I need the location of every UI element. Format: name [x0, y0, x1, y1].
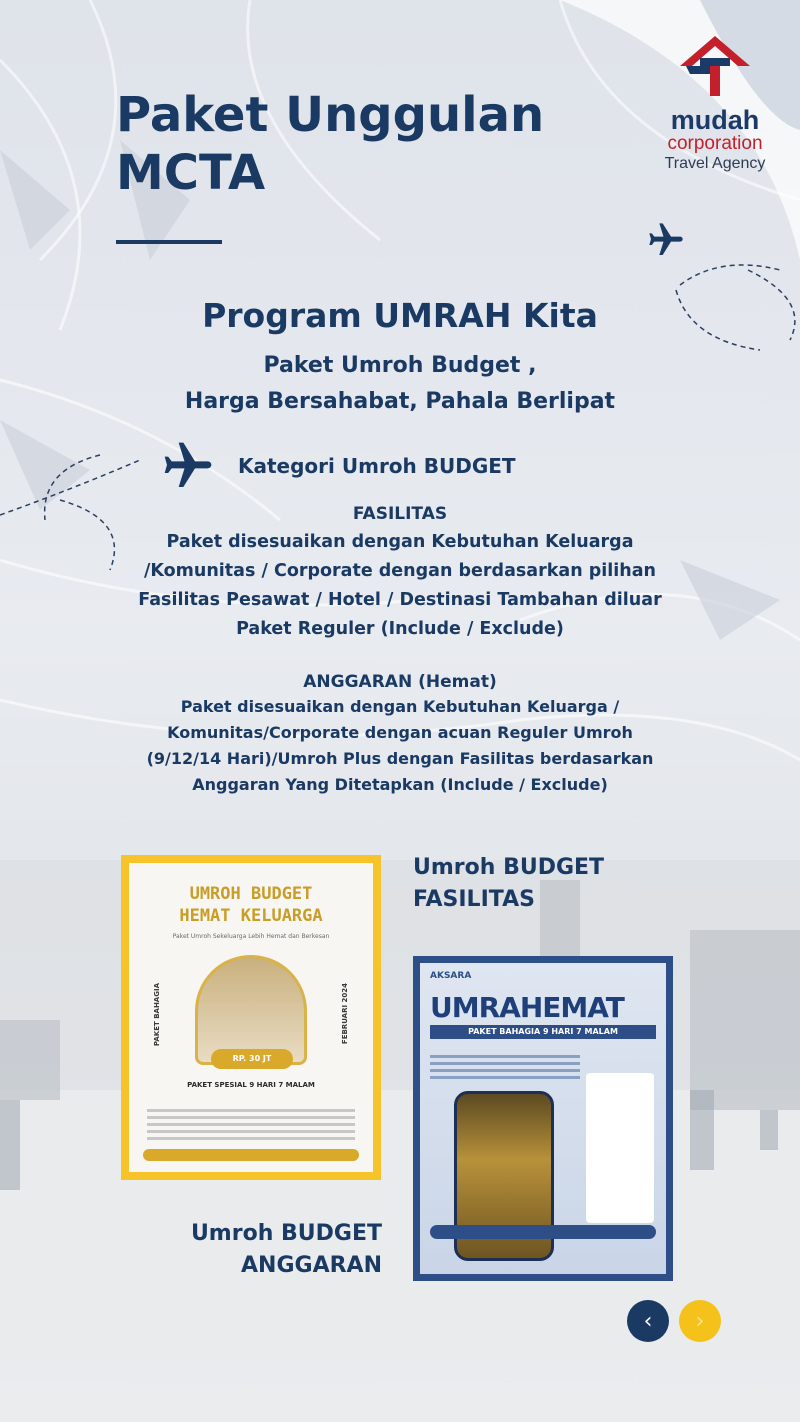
airplane-icon-small: [646, 220, 686, 260]
page-title-line2: MCTA: [116, 145, 266, 201]
caption-fasilitas-line1: Umroh BUDGET: [413, 855, 605, 880]
poster2-brand: AKSARA: [430, 971, 472, 981]
fasilitas-body: [0, 528, 800, 644]
chevron-left-icon: ‹: [643, 1308, 653, 1334]
logo-text-corporation: corporation: [667, 133, 763, 154]
poster1-title-line2: HEMAT KELUARGA: [179, 906, 323, 926]
page-title-line1: Paket Unggulan: [116, 87, 545, 143]
fasilitas-line: Paket disesuaikan dengan Kebutuhan Keluarga: [166, 532, 634, 552]
anggaran-line: (9/12/14 Hari)/Umroh Plus dengan Fasilitas berdasarkan: [146, 749, 654, 768]
chevron-right-icon: ›: [695, 1308, 705, 1334]
anggaran-section: [0, 672, 800, 798]
logo-text-mudah: mudah: [670, 105, 760, 135]
fasilitas-line: Fasilitas Pesawat / Hotel / Destinasi Tambahan diluar: [138, 590, 662, 610]
program-subtitle-line2: Harga Bersahabat, Pahala Berlipat: [184, 389, 616, 414]
caption-anggaran-line2: ANGGARAN: [241, 1253, 382, 1278]
caption-anggaran-line1: Umroh BUDGET: [190, 1221, 382, 1246]
poster2-band: PAKET BAHAGIA 9 HARI 7 MALAM: [430, 1025, 656, 1039]
poster2-details: [430, 1055, 580, 1083]
program-subtitle: [0, 348, 800, 420]
airplane-icon: [156, 438, 220, 494]
caption-fasilitas: [413, 852, 604, 916]
poster1-details: [147, 1109, 355, 1144]
logo-text-travel-agency: Travel Agency: [664, 155, 766, 172]
fasilitas-heading: FASILITAS: [352, 504, 448, 524]
poster2-title: UMRAHEMAT: [430, 991, 624, 1024]
anggaran-line: Anggaran Yang Ditetapkan (Include / Exclude): [192, 775, 608, 794]
poster2-footer-bar: [430, 1225, 656, 1239]
poster1-tagline: Paket Umroh Sekeluarga Lebih Hemat dan Berkesan: [172, 933, 330, 940]
category-label: Kategori Umroh BUDGET: [238, 454, 516, 478]
poster1-vertical-left: PAKET BAHAGIA: [153, 983, 161, 1047]
poster1-subtitle: PAKET SPESIAL 9 HARI 7 MALAM: [187, 1081, 315, 1089]
poster1-price-badge: RP. 30 JT: [211, 1049, 293, 1069]
fasilitas-line: Paket Reguler (Include / Exclude): [236, 619, 564, 639]
title-underline: [116, 240, 222, 244]
category-row: [156, 438, 516, 494]
poster2-facilities-panel: [586, 1073, 654, 1223]
previous-button[interactable]: [627, 1300, 669, 1342]
caption-anggaran: [150, 1218, 382, 1282]
caption-fasilitas-line2: FASILITAS: [413, 887, 535, 912]
program-subtitle-line1: Paket Umroh Budget ,: [263, 353, 537, 378]
poster1-footer-bar: [143, 1149, 359, 1161]
brand-logo: [650, 36, 780, 174]
anggaran-body: [0, 694, 800, 798]
page-title: [116, 86, 636, 202]
poster1-vertical-right: FEBRUARI 2024: [341, 983, 349, 1045]
anggaran-line: Komunitas/Corporate dengan acuan Reguler Umroh: [167, 723, 633, 742]
poster-umroh-budget-hemat-keluarga[interactable]: [121, 855, 381, 1180]
anggaran-heading: ANGGARAN (Hemat): [303, 672, 497, 692]
fasilitas-section: [0, 504, 800, 644]
anggaran-line: Paket disesuaikan dengan Kebutuhan Keluarga /: [180, 697, 620, 716]
fasilitas-line: /Komunitas / Corporate dengan berdasarkan pilihan: [143, 561, 656, 581]
poster1-title-line1: UMROH BUDGET: [189, 884, 313, 904]
poster1-title: [129, 863, 373, 927]
poster-umrahemat[interactable]: [413, 956, 673, 1281]
next-button[interactable]: [679, 1300, 721, 1342]
program-title: Program UMRAH Kita: [202, 296, 598, 335]
logo-mark-icon: [680, 36, 750, 98]
